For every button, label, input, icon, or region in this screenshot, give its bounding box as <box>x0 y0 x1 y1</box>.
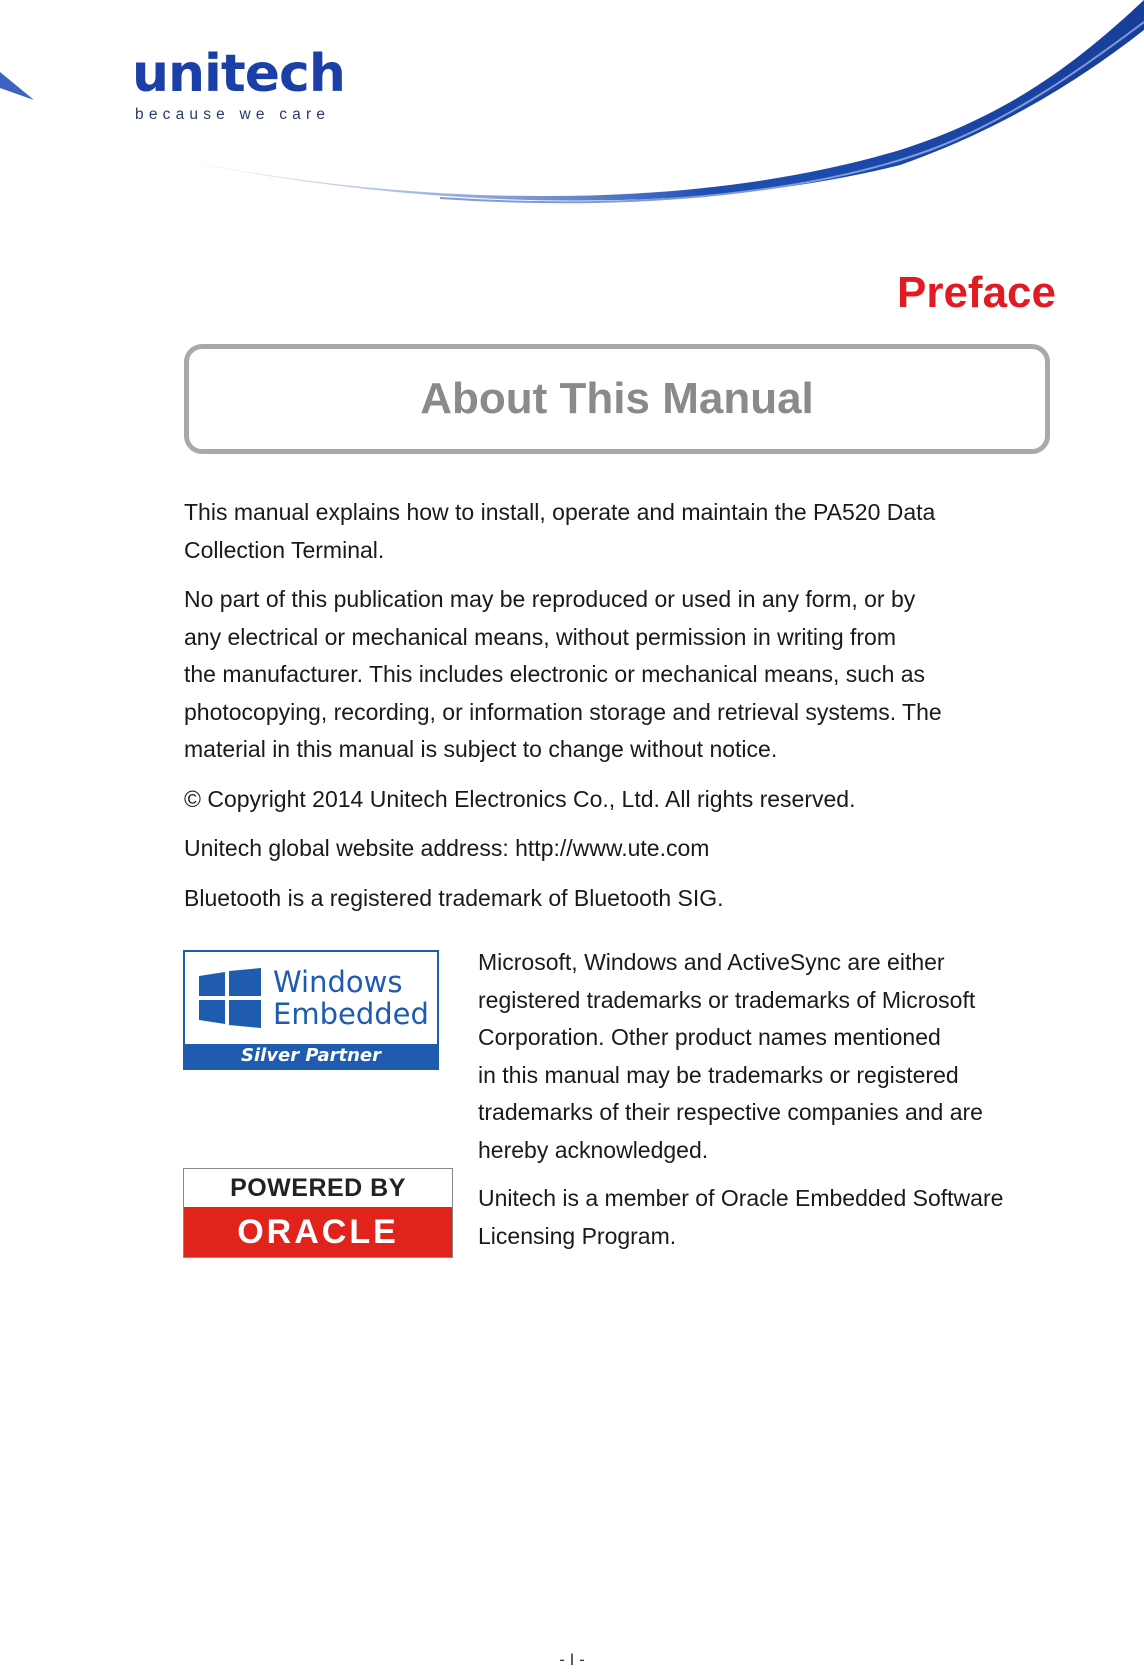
paragraph-intro: This manual explains how to install, operate and maintain the PA520 Data Collection Terminal. <box>184 499 936 563</box>
windows-embedded-badge <box>183 950 439 1070</box>
manual-title: About This Manual <box>420 374 814 423</box>
logo-wordmark: unitech <box>132 44 345 104</box>
windows-badge-line1: Windows <box>273 965 403 999</box>
paragraph-bluetooth: Bluetooth is a registered trademark of Bluetooth SIG. <box>184 884 724 911</box>
oracle-badge-top: POWERED BY <box>230 1174 406 1202</box>
manual-title-box <box>184 344 1050 454</box>
paragraph-website: Unitech global website address: http://www.ute.com <box>184 835 710 861</box>
body-text <box>184 494 1024 929</box>
oracle-note <box>478 1180 1068 1255</box>
windows-flag-icon <box>199 968 261 1028</box>
unitech-logo <box>132 44 345 124</box>
oracle-paragraph: Unitech is a member of Oracle Embedded Software Licensing Program. <box>478 1185 1004 1249</box>
windows-badge-line2: Embedded <box>273 997 429 1031</box>
paragraph-reproduction: No part of this publication may be reproduced or used in any form, or by any electrical or mechanical means, without permission in writing from the manufacturer. This includes electronic or mechanical means, such as photocopying, recording, or information storage and retrieval systems. The material in this manual is subject to change without notice. <box>184 586 942 762</box>
windows-badge-band: Silver Partner <box>185 1044 437 1068</box>
page-number: - I - <box>559 1650 585 1669</box>
oracle-badge-brand: ORACLE <box>184 1207 452 1257</box>
trademark-note <box>478 944 1068 1169</box>
powered-by-oracle-badge <box>183 1168 453 1258</box>
section-heading: Preface <box>896 268 1056 317</box>
trademark-paragraph: Microsoft, Windows and ActiveSync are either registered trademarks or trademarks of Microsoft Corporation. Other product names mentioned in this manual may be trademarks or registered trademarks of their respective companies and are hereby acknowledged. <box>478 949 983 1163</box>
paragraph-copyright: © Copyright 2014 Unitech Electronics Co., Ltd. All rights reserved. <box>184 785 856 812</box>
logo-tagline: because we care <box>135 106 331 123</box>
